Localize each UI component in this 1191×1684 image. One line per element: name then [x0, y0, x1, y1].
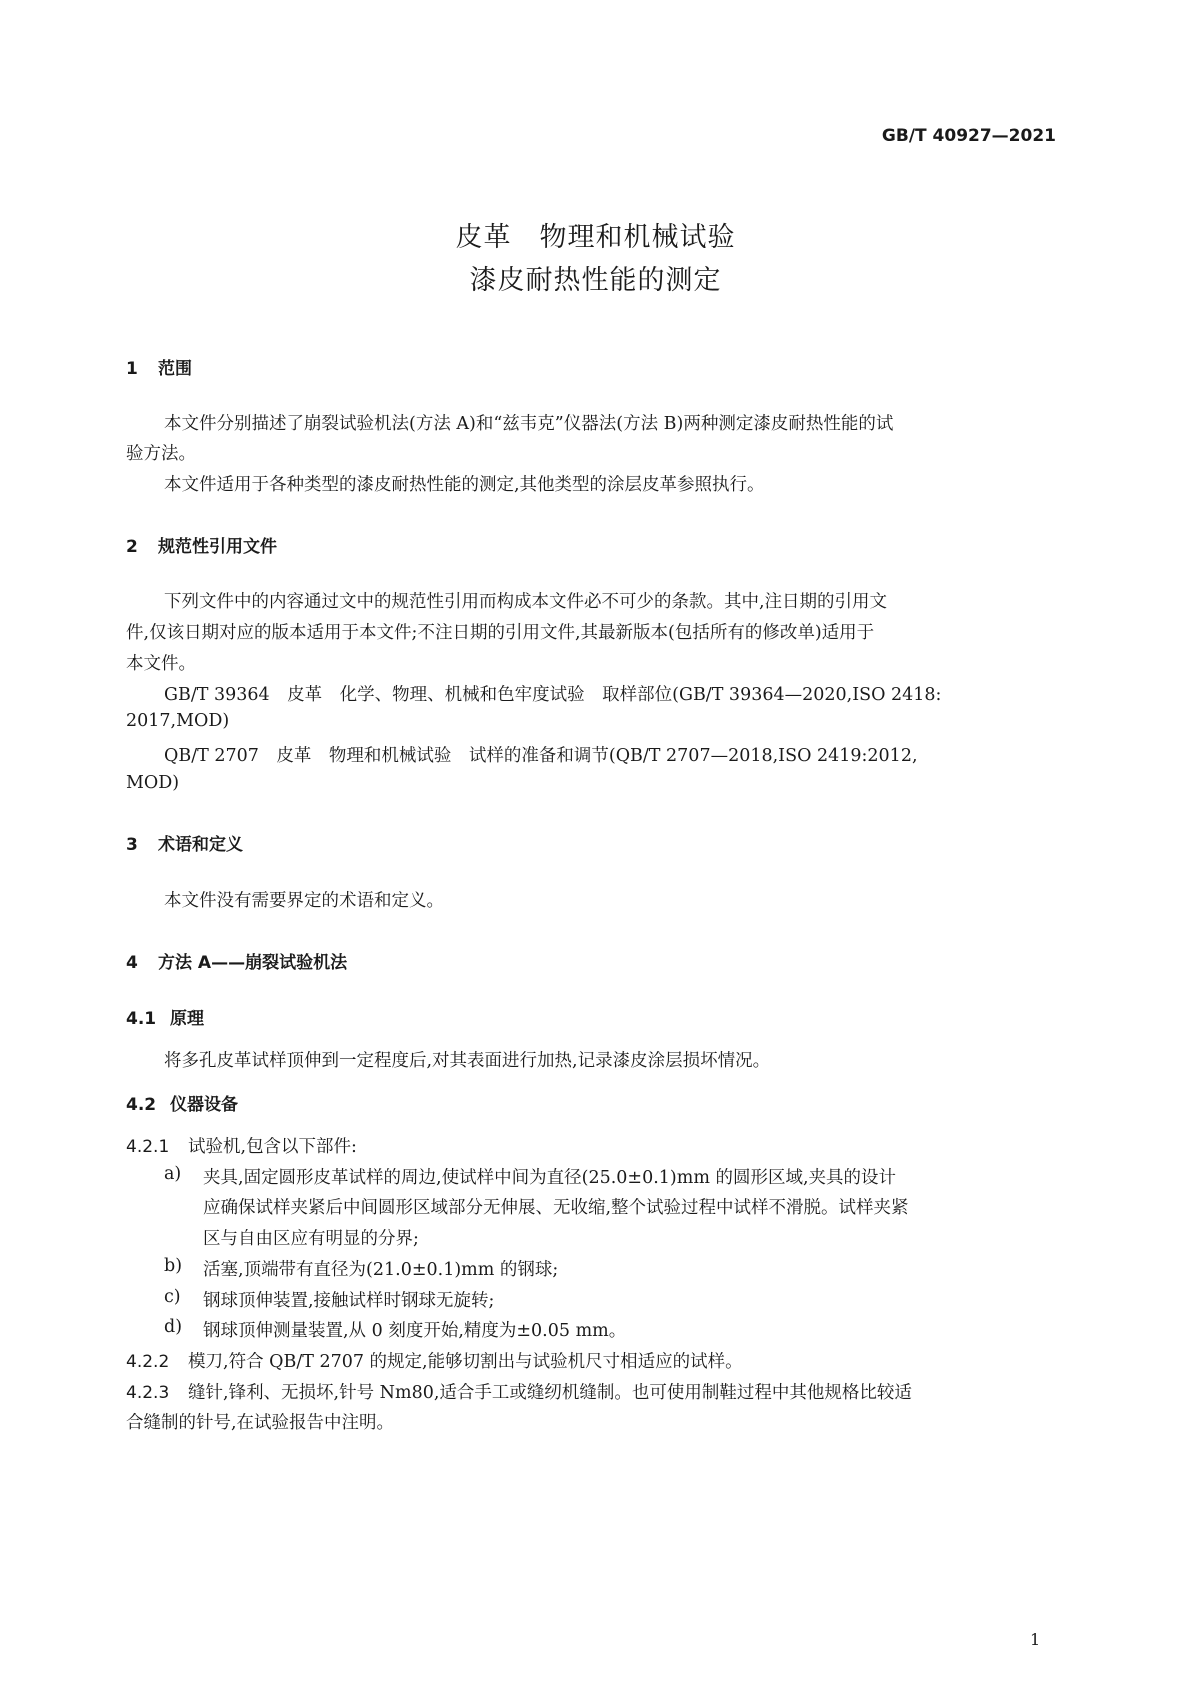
reference-line: GB/T 39364 皮革 化学、物理、机械和色牢度试验 取样部位(GB/T 39364—2020,ISO 2418: — [164, 685, 942, 705]
section-1-heading — [126, 354, 192, 379]
title-line-2: 漆皮耐热性能的测定 — [469, 265, 722, 296]
list-label-c: c) — [164, 1287, 181, 1307]
clause-text: 缝针,锋利、无损坏,针号 Nm80,适合手工或缝纫机缝制。也可使用制鞋过程中其他规格比较适 — [188, 1383, 912, 1403]
list-item-line: 钢球顶伸测量装置,从 0 刻度开始,精度为±0.05 mm。 — [203, 1321, 627, 1341]
paragraph-line: 验方法。 — [126, 444, 196, 464]
paragraph-line: 件,仅该日期对应的版本适用于本文件;不注日期的引用文件,其最新版本(包括所有的修改单)适用于 — [126, 623, 875, 643]
list-label-d: d) — [164, 1317, 183, 1337]
list-item-line: 活塞,顶端带有直径为(21.0±0.1)mm 的钢球; — [203, 1260, 559, 1280]
paragraph-line: 将多孔皮革试样顶伸到一定程度后,对其表面进行加热,记录漆皮涂层损坏情况。 — [164, 1051, 771, 1071]
subsection-4-1-heading — [126, 1004, 204, 1029]
list-item-line: 区与自由区应有明显的分界; — [203, 1229, 419, 1249]
clause-text: 试验机,包含以下部件: — [188, 1137, 357, 1157]
section-3-heading — [126, 830, 243, 855]
paragraph-line: 本文件适用于各种类型的漆皮耐热性能的测定,其他类型的涂层皮革参照执行。 — [164, 475, 765, 495]
paragraph-line: 合缝制的针号,在试验报告中注明。 — [126, 1413, 395, 1433]
list-item-line: 钢球顶伸装置,接触试样时钢球无旋转; — [203, 1291, 495, 1311]
clause-4-2-1 — [126, 1133, 357, 1158]
title-line-1: 皮革 物理和机械试验 — [455, 222, 736, 253]
subsection-4-2-heading — [126, 1090, 238, 1115]
subsection-title: 原理 — [170, 1009, 204, 1029]
paragraph-line: 本文件没有需要界定的术语和定义。 — [164, 891, 444, 911]
list-item-line: 应确保试样夹紧后中间圆形区域部分无伸展、无收缩,整个试验过程中试样不滑脱。试样夹紧 — [203, 1198, 909, 1218]
reference-line: QB/T 2707 皮革 物理和机械试验 试样的准备和调节(QB/T 2707—2018,ISO 2419:2012, — [164, 746, 918, 766]
paragraph-line: 本文件。 — [126, 654, 196, 674]
section-title: 范围 — [158, 359, 192, 379]
subsection-number: 4.2 — [126, 1095, 157, 1115]
page-number: 1 — [1030, 1630, 1041, 1649]
paragraph-line: 下列文件中的内容通过文中的规范性引用而构成本文件必不可少的条款。其中,注日期的引用文 — [164, 592, 888, 612]
section-title: 方法 A——崩裂试验机法 — [158, 953, 348, 973]
section-number: 3 — [126, 835, 138, 855]
clause-number: 4.2.3 — [126, 1383, 170, 1403]
reference-line: 2017,MOD) — [126, 711, 230, 731]
subsection-number: 4.1 — [126, 1009, 157, 1029]
subsection-title: 仪器设备 — [170, 1095, 238, 1115]
document-number: GB/T 40927—2021 — [881, 126, 1056, 146]
section-number: 4 — [126, 953, 138, 973]
paragraph-line: 本文件分别描述了崩裂试验机法(方法 A)和“兹韦克”仪器法(方法 B)两种测定漆皮耐热性能的试 — [164, 414, 894, 434]
list-item-line: 夹具,固定圆形皮革试样的周边,使试样中间为直径(25.0±0.1)mm 的圆形区域,夹具的设计 — [203, 1168, 897, 1188]
section-number: 1 — [126, 359, 138, 379]
section-title: 规范性引用文件 — [158, 537, 277, 557]
section-title: 术语和定义 — [158, 835, 243, 855]
section-2-heading — [126, 532, 277, 557]
clause-number: 4.2.2 — [126, 1352, 170, 1372]
section-4-heading — [126, 948, 347, 973]
section-number: 2 — [126, 537, 138, 557]
clause-4-2-3 — [126, 1379, 912, 1404]
reference-line: MOD) — [126, 773, 180, 793]
list-label-b: b) — [164, 1256, 183, 1276]
list-label-a: a) — [164, 1164, 182, 1184]
clause-number: 4.2.1 — [126, 1137, 170, 1157]
clause-4-2-2 — [126, 1348, 743, 1373]
clause-text: 模刀,符合 QB/T 2707 的规定,能够切割出与试验机尺寸相适应的试样。 — [188, 1352, 743, 1372]
